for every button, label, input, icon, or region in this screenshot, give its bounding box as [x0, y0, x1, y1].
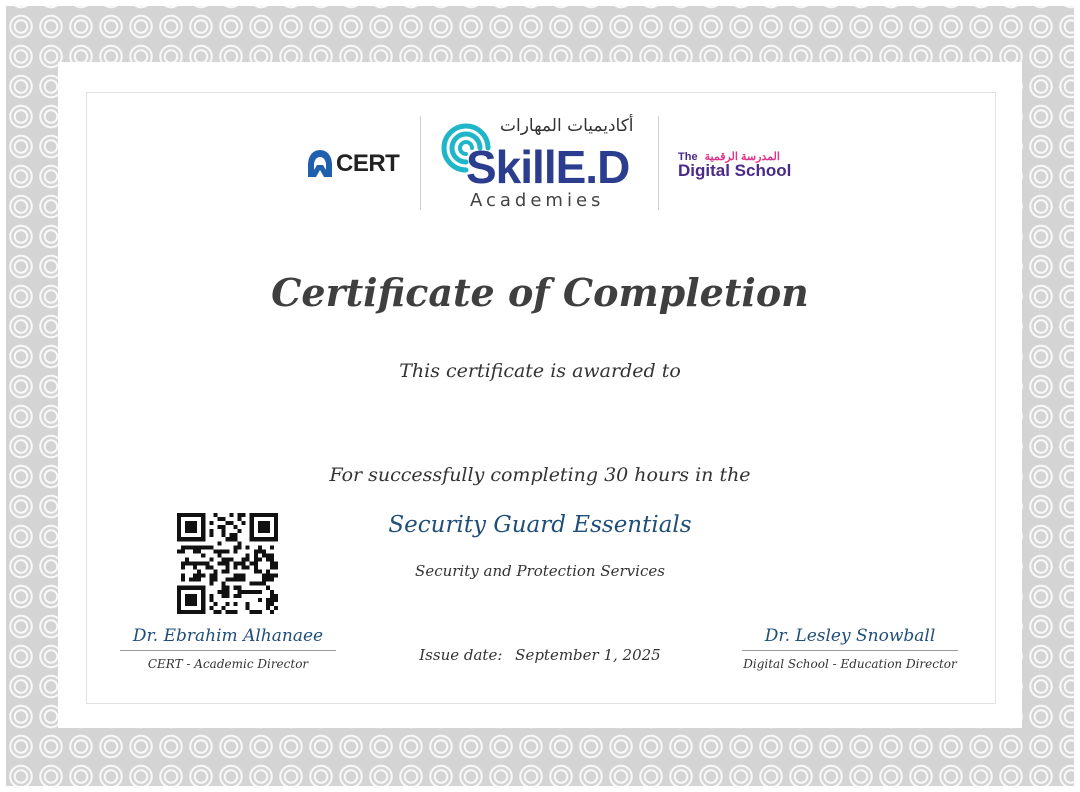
signature-right-name: Dr. Lesley Snowball [742, 626, 958, 651]
certificate-title: Certificate of Completion [271, 270, 809, 315]
cert-logo-text: CERT [336, 150, 400, 177]
skilled-subtitle: Academies [470, 190, 605, 211]
skilled-academies-logo [432, 112, 664, 216]
issue-date-label: Issue date: [419, 646, 503, 664]
digital-school-arabic: المدرسة الرقمية [704, 151, 780, 163]
skilled-arabic-text: أكاديميات المهارات [500, 116, 634, 136]
signature-right-role: Digital School - Education Director [743, 657, 957, 671]
cert-logo-icon [306, 148, 334, 180]
signature-left-name: Dr. Ebrahim Alhanaee [120, 626, 336, 651]
logo-divider-left [420, 116, 421, 210]
logo-divider-right [658, 116, 659, 210]
course-category: Security and Protection Services [415, 562, 665, 580]
digital-school-the: The [678, 151, 698, 163]
skilled-wordmark: SkillE.D [466, 141, 630, 193]
cert-logo [306, 146, 399, 182]
completion-line: For successfully completing 30 hours in the [329, 464, 751, 486]
logo-bar [300, 112, 820, 216]
awarded-line: This certificate is awarded to [399, 360, 681, 382]
signature-right [742, 626, 958, 671]
issue-date-value: September 1, 2025 [515, 646, 661, 664]
digital-school-wordmark: Digital School [678, 161, 792, 180]
course-name: Security Guard Essentials [388, 512, 692, 538]
signature-left-role: CERT - Academic Director [147, 657, 309, 671]
qr-code [177, 513, 278, 614]
digital-school-logo [678, 150, 791, 181]
